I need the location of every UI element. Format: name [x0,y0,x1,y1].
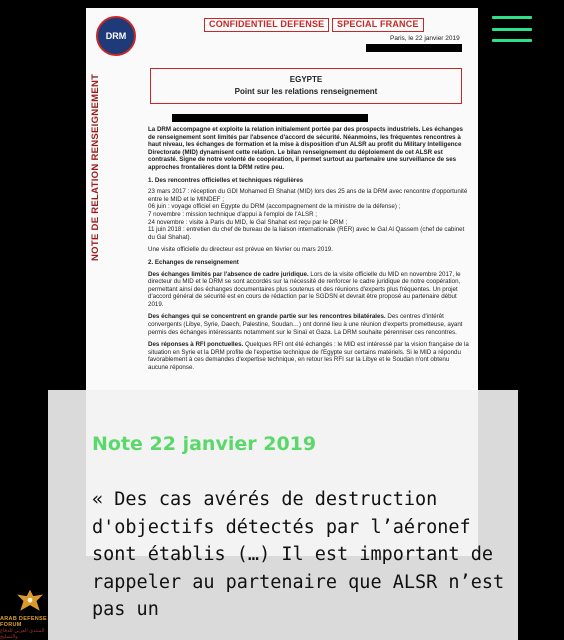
section-2-lead: Des échanges limités par l'absence de cadre juridique. [148,270,309,278]
section-2-text: Des centres d'intérêt convergents (Libye, Syrie, Daech, Palestine, Soudan…) ont donné lieu à une réunion d'experts prometteuse, ayant permis des échanges intéressants notamment sur le Sinaï et Gaza. La DRM souhaite pérenniser ces rencontres. [148,313,463,336]
menu-bar [492,16,532,19]
section-2-paragraph [148,313,470,336]
forum-badge [0,588,60,640]
section-1-item: 23 mars 2017 : réception du GDI Mohamed El Shahat (MID) lors des 25 ans de la DRM avec rencontre d'opportunité entre le MID et le MINDEF ; [148,188,468,203]
eagle-emblem-icon [10,588,50,614]
caption-quote: « Des cas avérés de destruction d'objectifs détectés par l’aéronef sont établis (…) Il est important de rappeler au partenaire que ALSR n’est pas un [92,489,505,620]
section-2-lead: Des échanges qui se concentrent en grande partie sur les rencontres bilatérales. [148,313,386,321]
hamburger-menu-icon[interactable] [492,16,532,42]
document-body [148,126,470,377]
section-1-item: 11 juin 2018 : entretien du chef de bureau de la liaison internationale (RER) avec le Gal Al Qassem (chef de cabinet du Gal Shahat). [148,226,465,241]
menu-bar [492,28,532,31]
section-2-lead: Des réponses à RFI ponctuelles. [148,341,244,349]
document-intro: La DRM accompagne et exploite la relation initialement portée par des prospects industriels. Les échanges de renseignement sont limités par l'absence d'accord de sécurité. Néanmoins, les fréquentes rencontres à haut niveau, les échanges de formation et la mise à disposition d'un ALSR au profit du Military Intelligence Directorate (MID) dynamisent cette relation. Le bilan renseignement du déploiement de cet ALSR est contrasté. Signe de notre volonté de coopération, il permet surtout au partenaire une surveillance de ses approches frontalières dont la DRM retire peu. [148,126,463,171]
caption-title: Note 22 janvier 2019 [92,433,317,455]
section-1-title: 1. Des rencontres officielles et techniques régulières [148,176,304,184]
menu-bar [492,39,532,42]
section-2-paragraph [148,271,470,309]
section-2-paragraph [148,341,470,371]
section-1-item: 7 novembre : mission technique d'appui à l'emploi de l'ALSR ; [148,210,317,218]
stamp-confidential: CONFIDENTIEL DEFENSE [204,18,329,32]
document-title-country: EGYPTE [289,75,323,84]
section-1-item: 24 novembre : visite à Paris du MID, le Gal Shahat est reçu par le DRM ; [148,218,348,226]
drm-logo-text: DRM [105,31,127,41]
section-2-text: Lors de la visite officielle du MID en novembre 2017, le directeur du MID et le DRM se sont accordés sur la nécessité de renforcer le cadre juridique de notre coopération, permettant ainsi des échanges documentaires plus soutenus et des réunions d'experts plus fréquentes. Un projet d'accord général de sécurité est en cours de rédaction par le SGDSN et devrait être proposé au partenaire début 2019. [148,270,461,308]
document-title-box [150,68,462,104]
drm-logo [96,16,136,56]
stamp-special-france: SPECIAL FRANCE [332,18,424,32]
section-1-footer: Une visite officielle du directeur est prévue en février ou mars 2019. [148,246,333,254]
section-2-title: 2. Echanges de renseignement [148,258,239,266]
caption-overlay [48,390,518,640]
section-1-item: 06 juin : voyage officiel en Egypte du DRM (accompagnement de la ministre de la défense) ; [148,203,401,211]
section-2-text: Quelques RFI ont été échangés : le MID est intéressé par la vision française de la situation en Syrie et la DRM profite de l'expertise technique de l'Egypte sur certains matériels. Si le MID a répondu favorablement à ces demandes d'expertise technique, en retour les RFI sur la Libye et le Soudan n'ont obtenu aucune réponse. [148,341,469,372]
document-title-subject: Point sur les relations renseignement [234,87,378,96]
forum-tagline: المنتدى العربي للدفاع والتسليح [0,628,45,640]
redaction-bar [366,44,462,52]
forum-name: ARAB DEFENSE FORUM [0,616,47,628]
document-date: Paris, le 22 janvier 2019 [390,35,460,42]
side-title: NOTE DE RELATION RENSEIGNEMENT [90,73,101,261]
redaction-bar [172,114,368,122]
